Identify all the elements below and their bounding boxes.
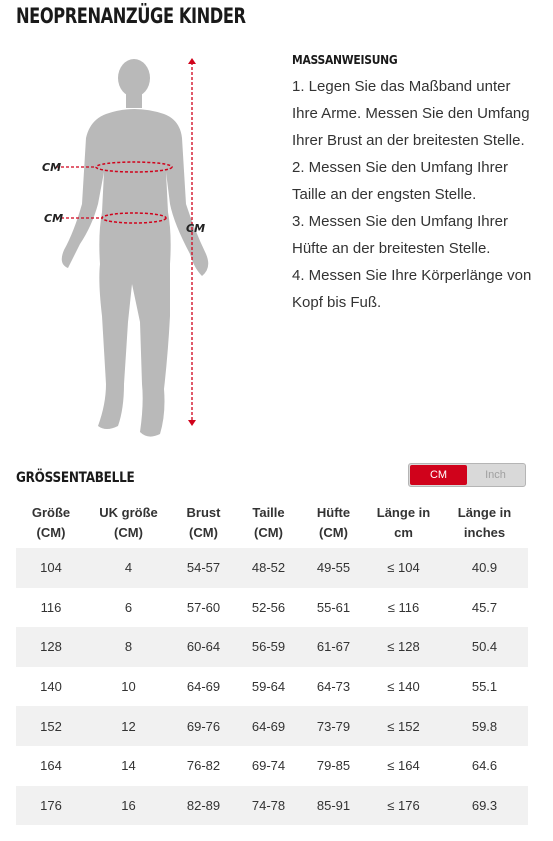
table-cell: 50.4 [441, 627, 528, 667]
instructions-heading: MASSANWEISUNG [292, 52, 398, 67]
table-cell: 48-52 [236, 548, 301, 588]
header-line: inches [463, 525, 506, 540]
chest-label: CM [42, 161, 62, 174]
unit-option-inch[interactable]: Inch [485, 469, 506, 481]
header-line: (CM) [36, 525, 66, 540]
table-cell: 16 [86, 786, 171, 826]
table-row [16, 627, 528, 667]
table-cell: 140 [40, 679, 62, 695]
table-cell: 57-60 [186, 599, 221, 615]
table-row [16, 706, 528, 746]
size-table-title: GRÖSSENTABELLE [16, 470, 135, 486]
table-cell: 61-67 [301, 627, 366, 667]
table-row [16, 786, 528, 826]
table-cell: 10 [121, 679, 136, 695]
header-line: Taille [252, 505, 285, 520]
unit-toggle[interactable] [408, 463, 526, 487]
unit-option-cm[interactable]: CM [410, 465, 467, 485]
table-cell: 59-64 [251, 679, 286, 695]
table-cell: 4 [86, 548, 171, 588]
table-cell: 69-76 [171, 706, 236, 746]
instruction-step: 4. Messen Sie Ihre Körperlänge von Kopf bis Fuß. [292, 267, 532, 311]
table-cell: 14 [121, 758, 136, 774]
table-cell: 104 [16, 548, 86, 588]
header-line: (CM) [319, 525, 348, 540]
table-cell: 60-64 [171, 627, 236, 667]
column-header-hip [301, 498, 366, 548]
measurement-figure [36, 54, 236, 444]
header-line: Größe [31, 505, 71, 520]
table-cell: 128 [16, 627, 86, 667]
table-row [16, 588, 528, 628]
column-header-chest [171, 498, 236, 548]
page-title: NEOPRENANZÜGE KINDER [16, 4, 246, 28]
table-row [16, 667, 528, 707]
header-line: Länge in [457, 505, 512, 520]
table-cell: 69-74 [251, 758, 286, 774]
table-cell: 55-61 [316, 599, 351, 615]
column-header-length-inches [441, 498, 528, 548]
header-line: (CM) [254, 525, 283, 540]
measurement-instructions [292, 52, 537, 316]
table-cell: 73-79 [301, 706, 366, 746]
table-cell: 56-59 [236, 627, 301, 667]
table-cell: ≤ 140 [387, 679, 420, 695]
table-cell: 52-56 [251, 599, 286, 615]
header-line: (CM) [114, 525, 143, 540]
table-cell: 55.1 [471, 679, 498, 695]
height-label: CM [186, 222, 206, 235]
table-cell: ≤ 152 [366, 706, 441, 746]
header-line: Hüfte [316, 505, 351, 520]
table-cell: 45.7 [471, 599, 498, 615]
instruction-step: 3. Messen Sie den Umfang Ihrer Hüfte an der breitesten Stelle. [292, 213, 508, 257]
table-cell: 64-69 [186, 679, 221, 695]
table-cell: ≤ 116 [387, 599, 420, 615]
table-cell: 64-73 [316, 679, 351, 695]
table-cell: 82-89 [171, 786, 236, 826]
table-cell: 59.8 [441, 706, 528, 746]
waist-label: CM [44, 212, 64, 225]
column-header-uk-size [86, 498, 171, 548]
header-line: Brust [186, 505, 221, 520]
table-cell: 64-69 [236, 706, 301, 746]
table-cell: 76-82 [186, 758, 221, 774]
header-line: Länge in [376, 505, 431, 520]
table-row [16, 746, 528, 786]
table-cell: 6 [124, 599, 133, 615]
table-cell: ≤ 164 [387, 758, 420, 774]
table-cell: 12 [86, 706, 171, 746]
body-silhouette [62, 59, 209, 437]
column-header-size [16, 498, 86, 548]
table-cell: 54-57 [171, 548, 236, 588]
table-cell: 85-91 [301, 786, 366, 826]
size-table [16, 498, 528, 825]
table-cell: 164 [40, 758, 62, 774]
table-cell: 79-85 [316, 758, 351, 774]
header-line: cm [394, 525, 413, 540]
table-cell: 49-55 [301, 548, 366, 588]
table-cell: 74-78 [236, 786, 301, 826]
column-header-waist [236, 498, 301, 548]
body-silhouette-illustration [36, 54, 236, 444]
table-row [16, 548, 528, 588]
table-cell: 64.6 [471, 758, 498, 774]
column-header-length-cm [366, 498, 441, 548]
table-cell: 152 [16, 706, 86, 746]
table-cell: ≤ 104 [366, 548, 441, 588]
table-cell: ≤ 176 [366, 786, 441, 826]
header-line: (CM) [189, 525, 218, 540]
table-cell: 40.9 [441, 548, 528, 588]
instruction-step: 2. Messen Sie den Umfang Ihrer Taille an der engsten Stelle. [292, 159, 508, 203]
size-table-header-row [16, 498, 528, 548]
table-cell: 69.3 [441, 786, 528, 826]
table-cell: 8 [86, 627, 171, 667]
instruction-step: 1. Legen Sie das Maßband unter Ihre Arme. Messen Sie den Umfang Ihrer Brust an der breitesten Stelle. [292, 78, 530, 149]
table-cell: 116 [40, 599, 62, 615]
table-cell: 176 [16, 786, 86, 826]
table-cell: ≤ 128 [366, 627, 441, 667]
header-line: UK größe [99, 505, 158, 520]
